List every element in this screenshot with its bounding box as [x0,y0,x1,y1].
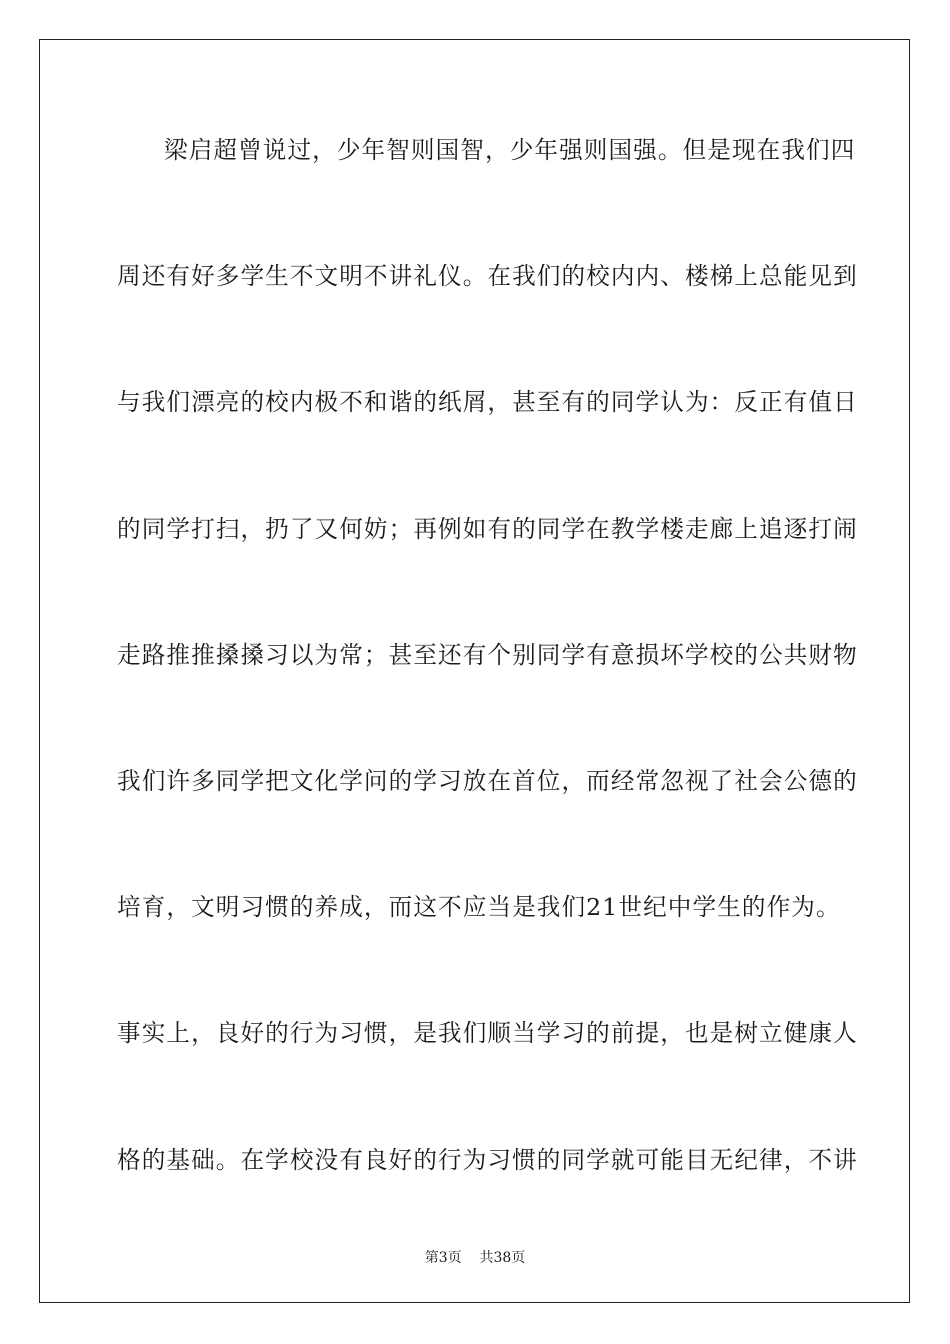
paragraph-line: 周还有好多学生不文明不讲礼仪。在我们的校内内、楼梯上总能见到 [117,262,858,291]
paragraph-line: 事实上，良好的行为习惯，是我们顺当学习的前提，也是树立健康人 [117,1019,858,1048]
paragraph-line: 格的基础。在学校没有良好的行为习惯的同学就可能目无纪律，不讲 [117,1145,858,1174]
paragraph-line: 走路推推搡搡习以为常；甚至还有个别同学有意损坏学校的公共财物 [117,640,858,669]
document-body [117,124,858,1260]
paragraph-line: 的同学打扫，扔了又何妨；再例如有的同学在教学楼走廊上追逐打闹 [117,514,858,543]
paragraph-line: 培育，文明习惯的养成，而这不应当是我们21世纪中学生的作为。 [117,893,841,922]
footer-separator [462,1250,480,1266]
page-footer [0,1247,950,1267]
paragraph-line: 与我们漂亮的校内极不和谐的纸屑，甚至有的同学认为：反正有值日 [117,388,858,417]
page-number: 第3页 [424,1250,462,1266]
page-total: 共38页 [479,1250,526,1266]
paragraph-line: 我们许多同学把文化学问的学习放在首位，而经常忽视了社会公德的 [117,766,858,795]
paragraph-line: 梁启超曾说过，少年智则国智，少年强则国强。但是现在我们四 [164,136,856,164]
